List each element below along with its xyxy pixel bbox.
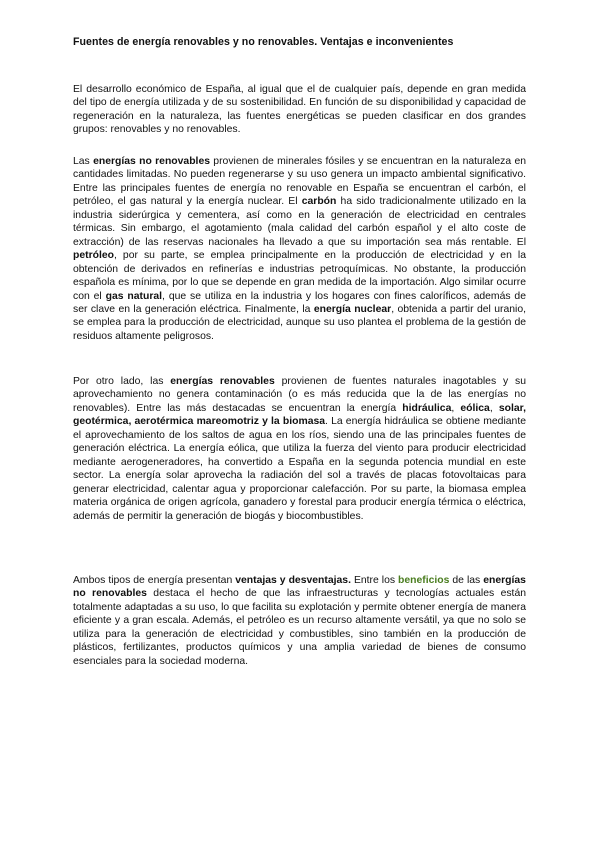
text-run: ha sido tradicionalmente utilizado en la industria siderúrgica y cementera, así como en la generación de electricidad en centrales térmicas. Sin embargo, el agotamiento (mala calidad del carbón español y el alto coste de extracción) de las reservas nacionales ha llevado a que su importación sea más rentable. El [73,196,527,248]
non-renewable-paragraph [73,155,526,343]
text-run: Las [73,156,94,167]
text-run: . La energía hidráulica se obtiene mediante el aprovechamiento de los saltos de agua en los ríos, siendo una de las principales fuentes de generación eléctrica. La energía eólica, que utiliza la fuerza del viento para producir electricidad mediante aerogeneradores, ha convertido a España en la segunda potencia mundial en este sector. La energía solar aprovecha la radiación del sol a través de placas fotovoltaicas para generar electricidad, calentar agua y proporcionar calefacción. Por su parte, la biomasa emplea materia orgánica de origen agrícola, ganadero y forestal para producir energía térmica o eléctrica, además de permitir la generación de biogás y biocombustibles. [73,416,526,522]
text-run: destaca el hecho de que las infraestructuras y tecnologías actuales están totalmente adaptadas a su uso, lo que facilita su explotación y permite obtener energía de manera eficiente y a gran escala. Además, el petróleo es un recurso altamente versátil, ya que no solo se utiliza para la generación de electricidad y combustibles, sino también en la producción de plásticos, fertilizantes, productos químicos y una amplia variedad de bienes de consumo esenciales para la sociedad moderna. [73,588,526,667]
renewable-paragraph [73,375,526,523]
intro-paragraph [73,83,526,137]
bold-term: petróleo [73,250,114,262]
text-run: Entre los [350,575,399,586]
text-run: de las [449,575,484,586]
text-run: , que se utiliza en la industria y los hogares con fines caloríficos, además de ser clave en la generación eléctrica. Finalmente, la [73,290,526,315]
document-title: Fuentes de energía renovables y no renovables. Ventajas e inconvenientes [73,36,454,48]
text-run: Por otro lado, las [73,376,171,387]
text-run: , obtenida a partir del uranio, se emplea para la producción de electricidad, aunque su uso plantea el problema de la gestión de residuos altamente peligrosos. [73,303,526,342]
text-run: provienen de minerales fósiles y se encuentran en la naturaleza en cantidades limitadas. No pueden regenerarse y su uso genera un impacto ambiental significativo. Entre las principales fuentes de energía no renovable en España se encuentran el carbón, el petróleo, el gas natural y la energía nuclear. El [73,156,526,208]
text-run: , [451,402,461,414]
text-run: provienen de fuentes naturales inagotables y su aprovechamiento no genera contaminación (o es más reducida que la de las energías no renovables). Entre las más destacadas se encuentran la energía [73,376,526,414]
text-run: , [489,402,499,414]
bold-term: energías no renovables [73,575,526,600]
bold-term: gas natural [105,290,163,302]
bold-term: energías renovables [170,376,275,387]
text-run: , por su parte, se emplea principalmente en la producción de electricidad y en la obtención de derivados en refinerías e industrias petroquímicas. No obstante, la producción española es mínima, por lo que se depende en gran medida de la importación. Algo similar ocurre con el [73,250,526,302]
bold-term: energía nuclear [313,303,392,315]
pros-cons-paragraph [73,574,526,668]
bold-term: hidráulica [402,402,452,414]
bold-term: solar, geotérmica, aerotérmica mareomotriz y la biomasa [73,402,526,428]
bold-term: ventajas y desventajas. [235,575,351,586]
text-run: El desarrollo económico de España, al igual que el de cualquier país, depende en gran medida del tipo de energía utilizada y de su sostenibilidad. En función de su disponibilidad y capacidad de regeneración en la naturaleza, las fuentes energéticas se pueden clasificar en dos grandes grupos: renovables y no renovables. [73,84,526,136]
text-run: Ambos tipos de energía presentan [73,575,236,586]
highlighted-term: beneficios [398,575,450,586]
bold-term: eólica [460,402,490,414]
bold-term: carbón [301,196,337,208]
bold-term: energías no renovables [93,156,210,167]
